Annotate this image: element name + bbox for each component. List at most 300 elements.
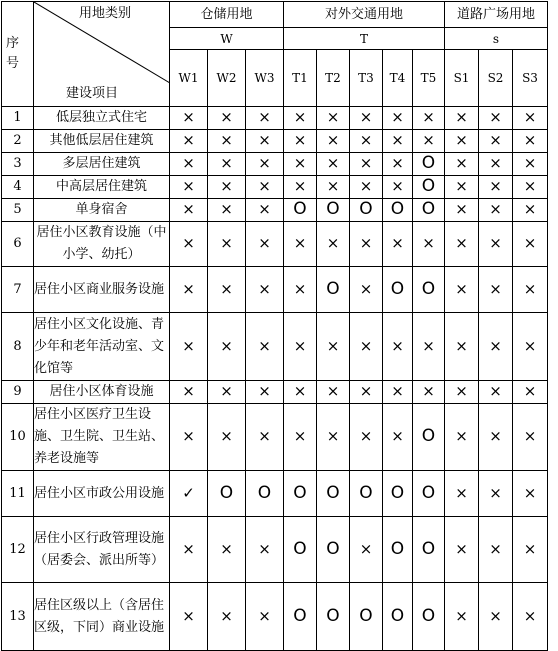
compat-cell-w1 bbox=[170, 267, 208, 313]
cross-mark-icon: × bbox=[258, 382, 271, 400]
compat-cell-s3 bbox=[513, 381, 548, 404]
cross-mark-icon: × bbox=[391, 108, 404, 126]
row-number-cell bbox=[2, 267, 34, 313]
cross-mark-icon: × bbox=[489, 108, 502, 126]
compat-cell-w1 bbox=[170, 471, 208, 517]
cross-mark-icon: × bbox=[258, 279, 271, 298]
cross-mark-icon: × bbox=[182, 336, 195, 355]
cross-mark-icon: × bbox=[359, 336, 373, 355]
compat-cell-t3 bbox=[350, 404, 383, 471]
cross-mark-icon: × bbox=[391, 131, 404, 149]
compat-cell-w3 bbox=[246, 381, 284, 404]
circle-mark-icon: O bbox=[293, 199, 307, 219]
cross-mark-icon: × bbox=[455, 539, 468, 558]
cross-mark-icon: × bbox=[326, 131, 340, 149]
project-name: 低层独立式住宅 bbox=[55, 110, 147, 125]
compat-cell-s2 bbox=[479, 517, 513, 583]
cross-mark-icon: × bbox=[182, 234, 195, 252]
circle-mark-icon: O bbox=[390, 482, 405, 503]
cross-mark-icon: × bbox=[359, 427, 373, 445]
project-name-cell bbox=[34, 583, 170, 651]
cross-mark-icon: × bbox=[523, 336, 537, 355]
compat-cell-t5 bbox=[413, 222, 445, 267]
compat-cell-t1 bbox=[284, 267, 317, 313]
cross-mark-icon: × bbox=[359, 234, 373, 252]
compat-cell-s2 bbox=[479, 107, 513, 130]
cross-mark-icon: × bbox=[293, 108, 307, 126]
compat-cell-t4 bbox=[383, 313, 413, 381]
circle-mark-icon: O bbox=[421, 538, 436, 559]
project-name: 居住区级以上（含居住区级，下同）商业设施 bbox=[34, 597, 165, 635]
column-code: S3 bbox=[522, 71, 538, 85]
cross-mark-icon: × bbox=[422, 382, 435, 400]
table-row bbox=[2, 130, 548, 153]
project-name: 居住小区行政管理设施（居委会、派出所等） bbox=[34, 530, 165, 568]
compat-cell-t3 bbox=[350, 107, 383, 130]
compat-cell-s1 bbox=[445, 313, 479, 381]
table-row bbox=[2, 583, 548, 651]
compat-cell-t1 bbox=[284, 199, 317, 222]
compat-cell-s1 bbox=[445, 267, 479, 313]
row-number-cell bbox=[2, 130, 34, 153]
cross-mark-icon: × bbox=[182, 154, 195, 172]
cross-mark-icon: × bbox=[523, 154, 537, 172]
row-number: 11 bbox=[9, 485, 26, 501]
compat-cell-w3 bbox=[246, 313, 284, 381]
cross-mark-icon: × bbox=[455, 108, 468, 126]
compat-cell-t5 bbox=[413, 267, 445, 313]
cross-mark-icon: × bbox=[258, 108, 271, 126]
compat-cell-t3 bbox=[350, 471, 383, 517]
circle-mark-icon: O bbox=[421, 176, 436, 196]
row-number: 8 bbox=[13, 338, 22, 354]
compat-cell-s3 bbox=[513, 471, 548, 517]
cross-mark-icon: × bbox=[489, 336, 502, 355]
cross-mark-icon: × bbox=[489, 427, 502, 445]
compat-cell-s2 bbox=[479, 199, 513, 222]
compat-cell-s2 bbox=[479, 404, 513, 471]
compat-cell-w1 bbox=[170, 517, 208, 583]
group-header-transport bbox=[284, 2, 445, 28]
compat-cell-t2 bbox=[317, 404, 350, 471]
cross-mark-icon: × bbox=[258, 177, 271, 195]
compat-cell-w3 bbox=[246, 267, 284, 313]
column-header-t1 bbox=[284, 50, 317, 107]
compat-cell-t2 bbox=[317, 199, 350, 222]
seq-header-label-1: 序 bbox=[6, 36, 20, 51]
compat-cell-t5 bbox=[413, 404, 445, 471]
compat-cell-w2 bbox=[208, 471, 246, 517]
cross-mark-icon: × bbox=[293, 131, 307, 149]
column-code: T4 bbox=[389, 71, 406, 85]
row-number-cell bbox=[2, 517, 34, 583]
column-header-t3 bbox=[350, 50, 383, 107]
circle-mark-icon: O bbox=[326, 605, 340, 626]
compat-cell-t1 bbox=[284, 583, 317, 651]
corner-label-land-type: 用地类别 bbox=[78, 6, 131, 21]
cross-mark-icon: × bbox=[326, 177, 340, 195]
compat-cell-s2 bbox=[479, 130, 513, 153]
compat-cell-t2 bbox=[317, 153, 350, 176]
column-header-s1 bbox=[445, 50, 479, 107]
cross-mark-icon: × bbox=[523, 382, 537, 400]
compat-cell-s3 bbox=[513, 404, 548, 471]
cross-mark-icon: × bbox=[220, 108, 233, 126]
project-name-cell bbox=[34, 517, 170, 583]
compat-cell-t4 bbox=[383, 222, 413, 267]
row-number: 3 bbox=[13, 156, 22, 171]
circle-mark-icon: O bbox=[390, 278, 405, 299]
cross-mark-icon: × bbox=[455, 336, 468, 355]
cross-mark-icon: × bbox=[326, 234, 340, 252]
cross-mark-icon: × bbox=[359, 131, 373, 149]
cross-mark-icon: × bbox=[220, 131, 233, 149]
column-code: T3 bbox=[358, 71, 374, 85]
compat-cell-t5 bbox=[413, 176, 445, 199]
column-header-t4 bbox=[383, 50, 413, 107]
cross-mark-icon: × bbox=[523, 108, 537, 126]
cross-mark-icon: × bbox=[182, 131, 195, 149]
cross-mark-icon: × bbox=[391, 336, 404, 355]
compat-cell-t2 bbox=[317, 583, 350, 651]
column-code: S2 bbox=[487, 71, 504, 85]
compat-cell-t3 bbox=[350, 222, 383, 267]
column-header-t5 bbox=[413, 50, 445, 107]
row-number-cell bbox=[2, 381, 34, 404]
cross-mark-icon: × bbox=[523, 177, 537, 195]
cross-mark-icon: × bbox=[455, 606, 468, 625]
cross-mark-icon: × bbox=[455, 382, 468, 400]
compat-cell-t5 bbox=[413, 313, 445, 381]
table-row bbox=[2, 517, 548, 583]
compat-cell-s3 bbox=[513, 517, 548, 583]
compat-cell-s3 bbox=[513, 267, 548, 313]
table-row bbox=[2, 267, 548, 313]
project-name: 居住小区体育设施 bbox=[49, 384, 154, 399]
compat-cell-s2 bbox=[479, 583, 513, 651]
compat-cell-s2 bbox=[479, 313, 513, 381]
corner-header-cell bbox=[34, 2, 170, 107]
cross-mark-icon: × bbox=[523, 200, 537, 218]
cross-mark-icon: × bbox=[391, 382, 404, 400]
cross-mark-icon: × bbox=[523, 606, 537, 625]
cross-mark-icon: × bbox=[391, 154, 404, 172]
row-number: 1 bbox=[13, 110, 22, 125]
compat-cell-t2 bbox=[317, 381, 350, 404]
compat-cell-t5 bbox=[413, 130, 445, 153]
project-name: 居住小区商业服务设施 bbox=[34, 281, 165, 297]
column-code: W2 bbox=[216, 71, 237, 85]
circle-mark-icon: O bbox=[326, 278, 340, 299]
row-number: 4 bbox=[13, 179, 22, 194]
project-name: 居住小区文化设施、青少年和老年活动室、文化馆等 bbox=[34, 316, 165, 376]
compat-cell-t1 bbox=[284, 222, 317, 267]
cross-mark-icon: × bbox=[489, 200, 502, 218]
cross-mark-icon: × bbox=[258, 606, 271, 625]
compat-cell-t4 bbox=[383, 517, 413, 583]
circle-mark-icon: O bbox=[390, 605, 405, 626]
table-row bbox=[2, 107, 548, 130]
compat-cell-w2 bbox=[208, 313, 246, 381]
project-name: 居住小区市政公用设施 bbox=[34, 485, 165, 501]
compat-cell-t4 bbox=[383, 130, 413, 153]
circle-mark-icon: O bbox=[421, 482, 436, 503]
compat-cell-s3 bbox=[513, 176, 548, 199]
project-name-cell bbox=[34, 107, 170, 130]
compat-cell-t2 bbox=[317, 130, 350, 153]
cross-mark-icon: × bbox=[326, 108, 340, 126]
column-header-s2 bbox=[479, 50, 513, 107]
project-name: 中高层居住建筑 bbox=[55, 179, 147, 194]
group-code-transport bbox=[284, 28, 445, 50]
compat-cell-s1 bbox=[445, 176, 479, 199]
row-number: 5 bbox=[13, 202, 22, 217]
compat-cell-s3 bbox=[513, 130, 548, 153]
project-name-cell bbox=[34, 381, 170, 404]
compat-cell-t1 bbox=[284, 471, 317, 517]
circle-mark-icon: O bbox=[390, 199, 405, 219]
cross-mark-icon: × bbox=[293, 154, 307, 172]
compat-cell-w1 bbox=[170, 176, 208, 199]
cross-mark-icon: × bbox=[326, 382, 340, 400]
cross-mark-icon: × bbox=[326, 336, 340, 355]
table-row bbox=[2, 381, 548, 404]
cross-mark-icon: × bbox=[489, 606, 502, 625]
cross-mark-icon: × bbox=[220, 279, 233, 298]
cross-mark-icon: × bbox=[258, 200, 271, 218]
compat-cell-t1 bbox=[284, 381, 317, 404]
compat-cell-t4 bbox=[383, 267, 413, 313]
circle-mark-icon: O bbox=[326, 199, 340, 219]
cross-mark-icon: × bbox=[455, 154, 468, 172]
compat-cell-s3 bbox=[513, 107, 548, 130]
compat-cell-w3 bbox=[246, 583, 284, 651]
cross-mark-icon: × bbox=[326, 154, 340, 172]
compat-cell-s2 bbox=[479, 471, 513, 517]
cross-mark-icon: × bbox=[523, 234, 537, 252]
compat-cell-s2 bbox=[479, 222, 513, 267]
compat-cell-s3 bbox=[513, 313, 548, 381]
compat-cell-s2 bbox=[479, 176, 513, 199]
cross-mark-icon: × bbox=[359, 539, 373, 558]
cross-mark-icon: × bbox=[523, 539, 537, 558]
cross-mark-icon: × bbox=[258, 539, 271, 558]
cross-mark-icon: × bbox=[220, 234, 233, 252]
circle-mark-icon: O bbox=[421, 153, 436, 173]
column-header-t2 bbox=[317, 50, 350, 107]
compat-cell-t5 bbox=[413, 471, 445, 517]
column-code: T5 bbox=[420, 71, 437, 85]
compat-cell-t5 bbox=[413, 199, 445, 222]
cross-mark-icon: × bbox=[422, 108, 435, 126]
table-row bbox=[2, 222, 548, 267]
cross-mark-icon: × bbox=[182, 108, 195, 126]
cross-mark-icon: × bbox=[258, 336, 271, 355]
circle-mark-icon: O bbox=[293, 605, 307, 626]
project-name: 多层居住建筑 bbox=[62, 156, 141, 171]
project-name: 居住小区教育设施（中小学、幼托） bbox=[36, 225, 167, 262]
compat-cell-t5 bbox=[413, 583, 445, 651]
compat-cell-t3 bbox=[350, 381, 383, 404]
compat-cell-s1 bbox=[445, 517, 479, 583]
land-use-compatibility-table bbox=[1, 1, 548, 651]
row-number-cell bbox=[2, 222, 34, 267]
compat-cell-t2 bbox=[317, 517, 350, 583]
compat-cell-t4 bbox=[383, 153, 413, 176]
table-row bbox=[2, 313, 548, 381]
compat-cell-s1 bbox=[445, 199, 479, 222]
project-name: 其他低层居住建筑 bbox=[49, 133, 154, 148]
cross-mark-icon: × bbox=[489, 382, 502, 400]
group-code-road bbox=[445, 28, 548, 50]
compat-cell-w2 bbox=[208, 381, 246, 404]
cross-mark-icon: × bbox=[220, 336, 233, 355]
cross-mark-icon: × bbox=[422, 234, 435, 252]
compat-cell-t4 bbox=[383, 381, 413, 404]
row-number-cell bbox=[2, 313, 34, 381]
compat-cell-s1 bbox=[445, 222, 479, 267]
cross-mark-icon: × bbox=[182, 606, 195, 625]
cross-mark-icon: × bbox=[220, 177, 233, 195]
cross-mark-icon: × bbox=[258, 427, 271, 445]
project-name: 单身宿舍 bbox=[75, 202, 128, 217]
column-header-w2 bbox=[208, 50, 246, 107]
project-name-cell bbox=[34, 222, 170, 267]
compat-cell-t4 bbox=[383, 471, 413, 517]
cross-mark-icon: × bbox=[293, 336, 307, 355]
circle-mark-icon: O bbox=[421, 278, 436, 299]
cross-mark-icon: × bbox=[220, 606, 233, 625]
group-name: 仓储用地 bbox=[200, 6, 253, 22]
compat-cell-t1 bbox=[284, 313, 317, 381]
row-number-cell bbox=[2, 107, 34, 130]
project-name-cell bbox=[34, 176, 170, 199]
project-name-cell bbox=[34, 199, 170, 222]
compat-cell-t5 bbox=[413, 381, 445, 404]
compat-cell-t5 bbox=[413, 153, 445, 176]
cross-mark-icon: × bbox=[220, 382, 233, 400]
cross-mark-icon: × bbox=[489, 539, 502, 558]
compat-cell-t3 bbox=[350, 199, 383, 222]
row-number-cell bbox=[2, 404, 34, 471]
cross-mark-icon: × bbox=[359, 154, 373, 172]
cross-mark-icon: × bbox=[523, 131, 537, 149]
cross-mark-icon: × bbox=[258, 234, 271, 252]
project-name-cell bbox=[34, 153, 170, 176]
compat-cell-s3 bbox=[513, 583, 548, 651]
compat-cell-t2 bbox=[317, 222, 350, 267]
compat-cell-w2 bbox=[208, 130, 246, 153]
compat-cell-s1 bbox=[445, 153, 479, 176]
circle-mark-icon: O bbox=[421, 605, 436, 626]
compat-cell-w2 bbox=[208, 404, 246, 471]
compat-cell-s1 bbox=[445, 381, 479, 404]
compat-cell-w2 bbox=[208, 517, 246, 583]
compat-cell-t3 bbox=[350, 153, 383, 176]
column-header-s3 bbox=[513, 50, 548, 107]
compat-cell-t3 bbox=[350, 130, 383, 153]
cross-mark-icon: × bbox=[523, 483, 537, 502]
seq-header-cell bbox=[2, 2, 34, 107]
compat-cell-w3 bbox=[246, 517, 284, 583]
cross-mark-icon: × bbox=[391, 427, 404, 445]
compat-cell-t2 bbox=[317, 107, 350, 130]
table-row bbox=[2, 176, 548, 199]
project-name-cell bbox=[34, 267, 170, 313]
compat-cell-w2 bbox=[208, 176, 246, 199]
compat-cell-t3 bbox=[350, 517, 383, 583]
table-row bbox=[2, 471, 548, 517]
compat-cell-t4 bbox=[383, 107, 413, 130]
compat-cell-t4 bbox=[383, 404, 413, 471]
circle-mark-icon: O bbox=[326, 538, 340, 559]
compat-cell-w3 bbox=[246, 222, 284, 267]
cross-mark-icon: × bbox=[220, 200, 233, 218]
compat-cell-t4 bbox=[383, 199, 413, 222]
compat-cell-s1 bbox=[445, 583, 479, 651]
cross-mark-icon: × bbox=[455, 279, 468, 298]
project-name-cell bbox=[34, 313, 170, 381]
cross-mark-icon: × bbox=[359, 177, 373, 195]
cross-mark-icon: × bbox=[182, 177, 195, 195]
compat-cell-w3 bbox=[246, 176, 284, 199]
compat-cell-w3 bbox=[246, 471, 284, 517]
cross-mark-icon: × bbox=[220, 154, 233, 172]
cross-mark-icon: × bbox=[489, 177, 502, 195]
compat-cell-w2 bbox=[208, 153, 246, 176]
cross-mark-icon: × bbox=[220, 427, 233, 445]
cross-mark-icon: × bbox=[359, 108, 373, 126]
compat-cell-t1 bbox=[284, 153, 317, 176]
compat-cell-w2 bbox=[208, 583, 246, 651]
cross-mark-icon: × bbox=[489, 483, 502, 502]
cross-mark-icon: × bbox=[455, 427, 468, 445]
compat-cell-w1 bbox=[170, 199, 208, 222]
compat-cell-t1 bbox=[284, 107, 317, 130]
cross-mark-icon: × bbox=[489, 131, 502, 149]
compat-cell-w3 bbox=[246, 153, 284, 176]
cross-mark-icon: × bbox=[455, 234, 468, 252]
compat-cell-t5 bbox=[413, 107, 445, 130]
cross-mark-icon: × bbox=[455, 200, 468, 218]
table-body bbox=[2, 107, 548, 651]
column-code: T2 bbox=[325, 71, 341, 85]
row-number: 9 bbox=[13, 384, 22, 399]
seq-header-label-2: 号 bbox=[6, 56, 20, 71]
project-name-cell bbox=[34, 471, 170, 517]
group-code: W bbox=[220, 31, 233, 46]
cross-mark-icon: × bbox=[182, 382, 195, 400]
row-number-cell bbox=[2, 199, 34, 222]
table-row bbox=[2, 199, 548, 222]
group-code: s bbox=[492, 31, 500, 46]
cross-mark-icon: × bbox=[391, 234, 404, 252]
circle-mark-icon: O bbox=[421, 199, 436, 219]
compat-cell-w1 bbox=[170, 381, 208, 404]
compat-cell-t5 bbox=[413, 517, 445, 583]
compat-cell-t2 bbox=[317, 313, 350, 381]
compat-cell-t1 bbox=[284, 517, 317, 583]
compat-cell-t2 bbox=[317, 176, 350, 199]
compat-cell-w2 bbox=[208, 222, 246, 267]
compat-cell-w1 bbox=[170, 313, 208, 381]
compat-cell-w1 bbox=[170, 130, 208, 153]
cross-mark-icon: × bbox=[359, 279, 373, 298]
corner-label-project: 建设项目 bbox=[66, 86, 119, 101]
compat-cell-s1 bbox=[445, 471, 479, 517]
cross-mark-icon: × bbox=[489, 154, 502, 172]
cross-mark-icon: × bbox=[422, 131, 435, 149]
